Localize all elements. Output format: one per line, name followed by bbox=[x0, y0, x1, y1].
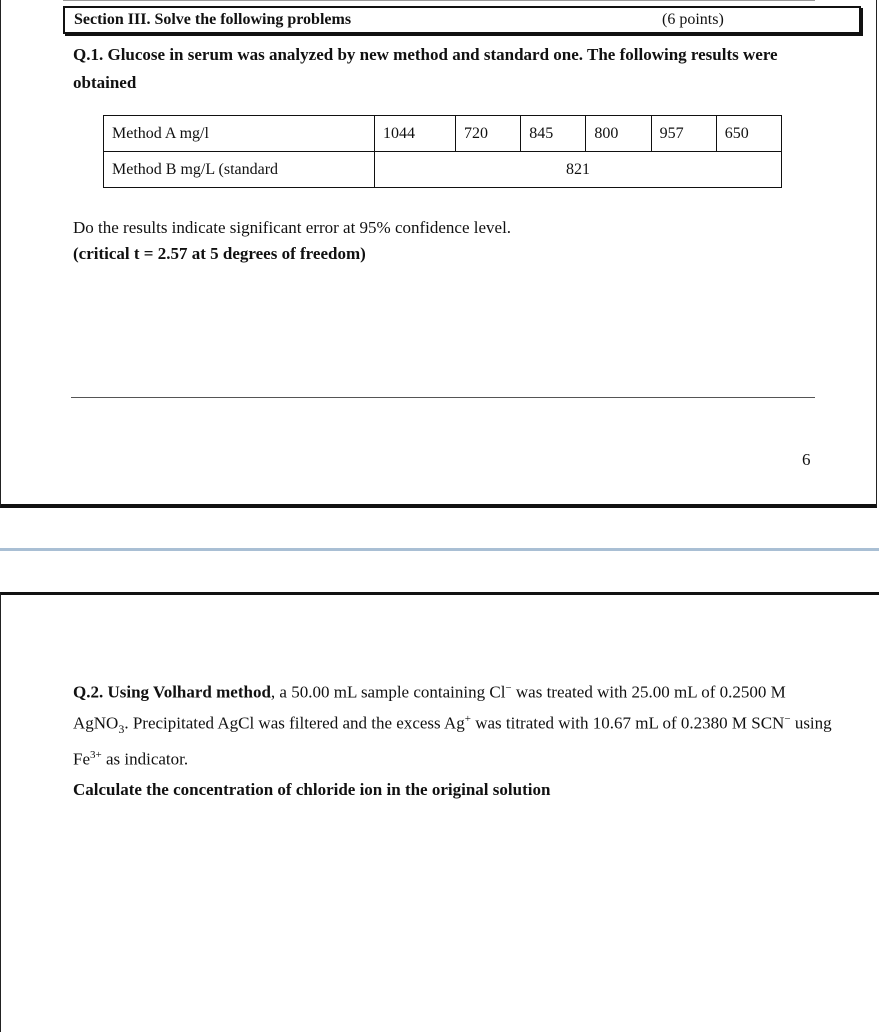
charge-minus: − bbox=[505, 682, 512, 694]
q2-part: . Precipitated AgCl was filtered and the excess Ag bbox=[124, 713, 465, 733]
table-cell: 1044 bbox=[375, 116, 456, 152]
q2-label: Q.2. Using Volhard method bbox=[73, 682, 271, 702]
answer-line bbox=[71, 397, 815, 398]
page-divider bbox=[0, 548, 879, 551]
table-cell: 800 bbox=[586, 116, 651, 152]
table-row-method-a bbox=[104, 116, 782, 152]
charge-3plus: 3+ bbox=[90, 748, 102, 761]
table-cell: 957 bbox=[651, 116, 716, 152]
method-b-label: Method B mg/L (standard bbox=[104, 152, 375, 188]
q2-part: as indicator. bbox=[101, 749, 189, 769]
method-a-label: Method A mg/l bbox=[104, 116, 375, 152]
top-rule bbox=[63, 0, 815, 1]
q1-hint: (critical t = 2.57 at 5 degrees of freedom) bbox=[73, 244, 366, 263]
q2-part: using Fe bbox=[73, 713, 832, 769]
charge-plus: + bbox=[464, 712, 471, 725]
section-points: (6 points) bbox=[662, 11, 724, 28]
table-cell: 845 bbox=[521, 116, 586, 152]
q2-part: was titrated with 10.67 mL of 0.2380 M SCN bbox=[470, 713, 785, 733]
charge-minus: − bbox=[784, 712, 791, 725]
q2-task: Calculate the concentration of chloride ion in the original solution bbox=[73, 780, 551, 799]
q1-question: Do the results indicate significant error at 95% confidence level. bbox=[73, 218, 512, 237]
table-cell: 650 bbox=[716, 116, 781, 152]
subscript-3: 3 bbox=[118, 721, 125, 736]
q2-text bbox=[73, 675, 833, 772]
q2-part: was treated with 25.00 mL of 0.2500 M AgNO bbox=[73, 682, 786, 733]
page-1 bbox=[0, 0, 877, 508]
section-title: Section III. Solve the following problems bbox=[74, 11, 352, 28]
table-row-method-b bbox=[104, 152, 782, 188]
section-header bbox=[63, 6, 861, 34]
method-b-value: 821 bbox=[375, 152, 782, 188]
results-table bbox=[103, 115, 782, 188]
page-2 bbox=[0, 592, 879, 1032]
q1-heading: Q.1. Glucose in serum was analyzed by new method and standard one. The following results were obtained bbox=[73, 45, 778, 92]
page-number: 6 bbox=[802, 450, 811, 469]
q2-part: , a 50.00 mL sample containing Cl bbox=[270, 682, 506, 702]
table-cell: 720 bbox=[456, 116, 521, 152]
